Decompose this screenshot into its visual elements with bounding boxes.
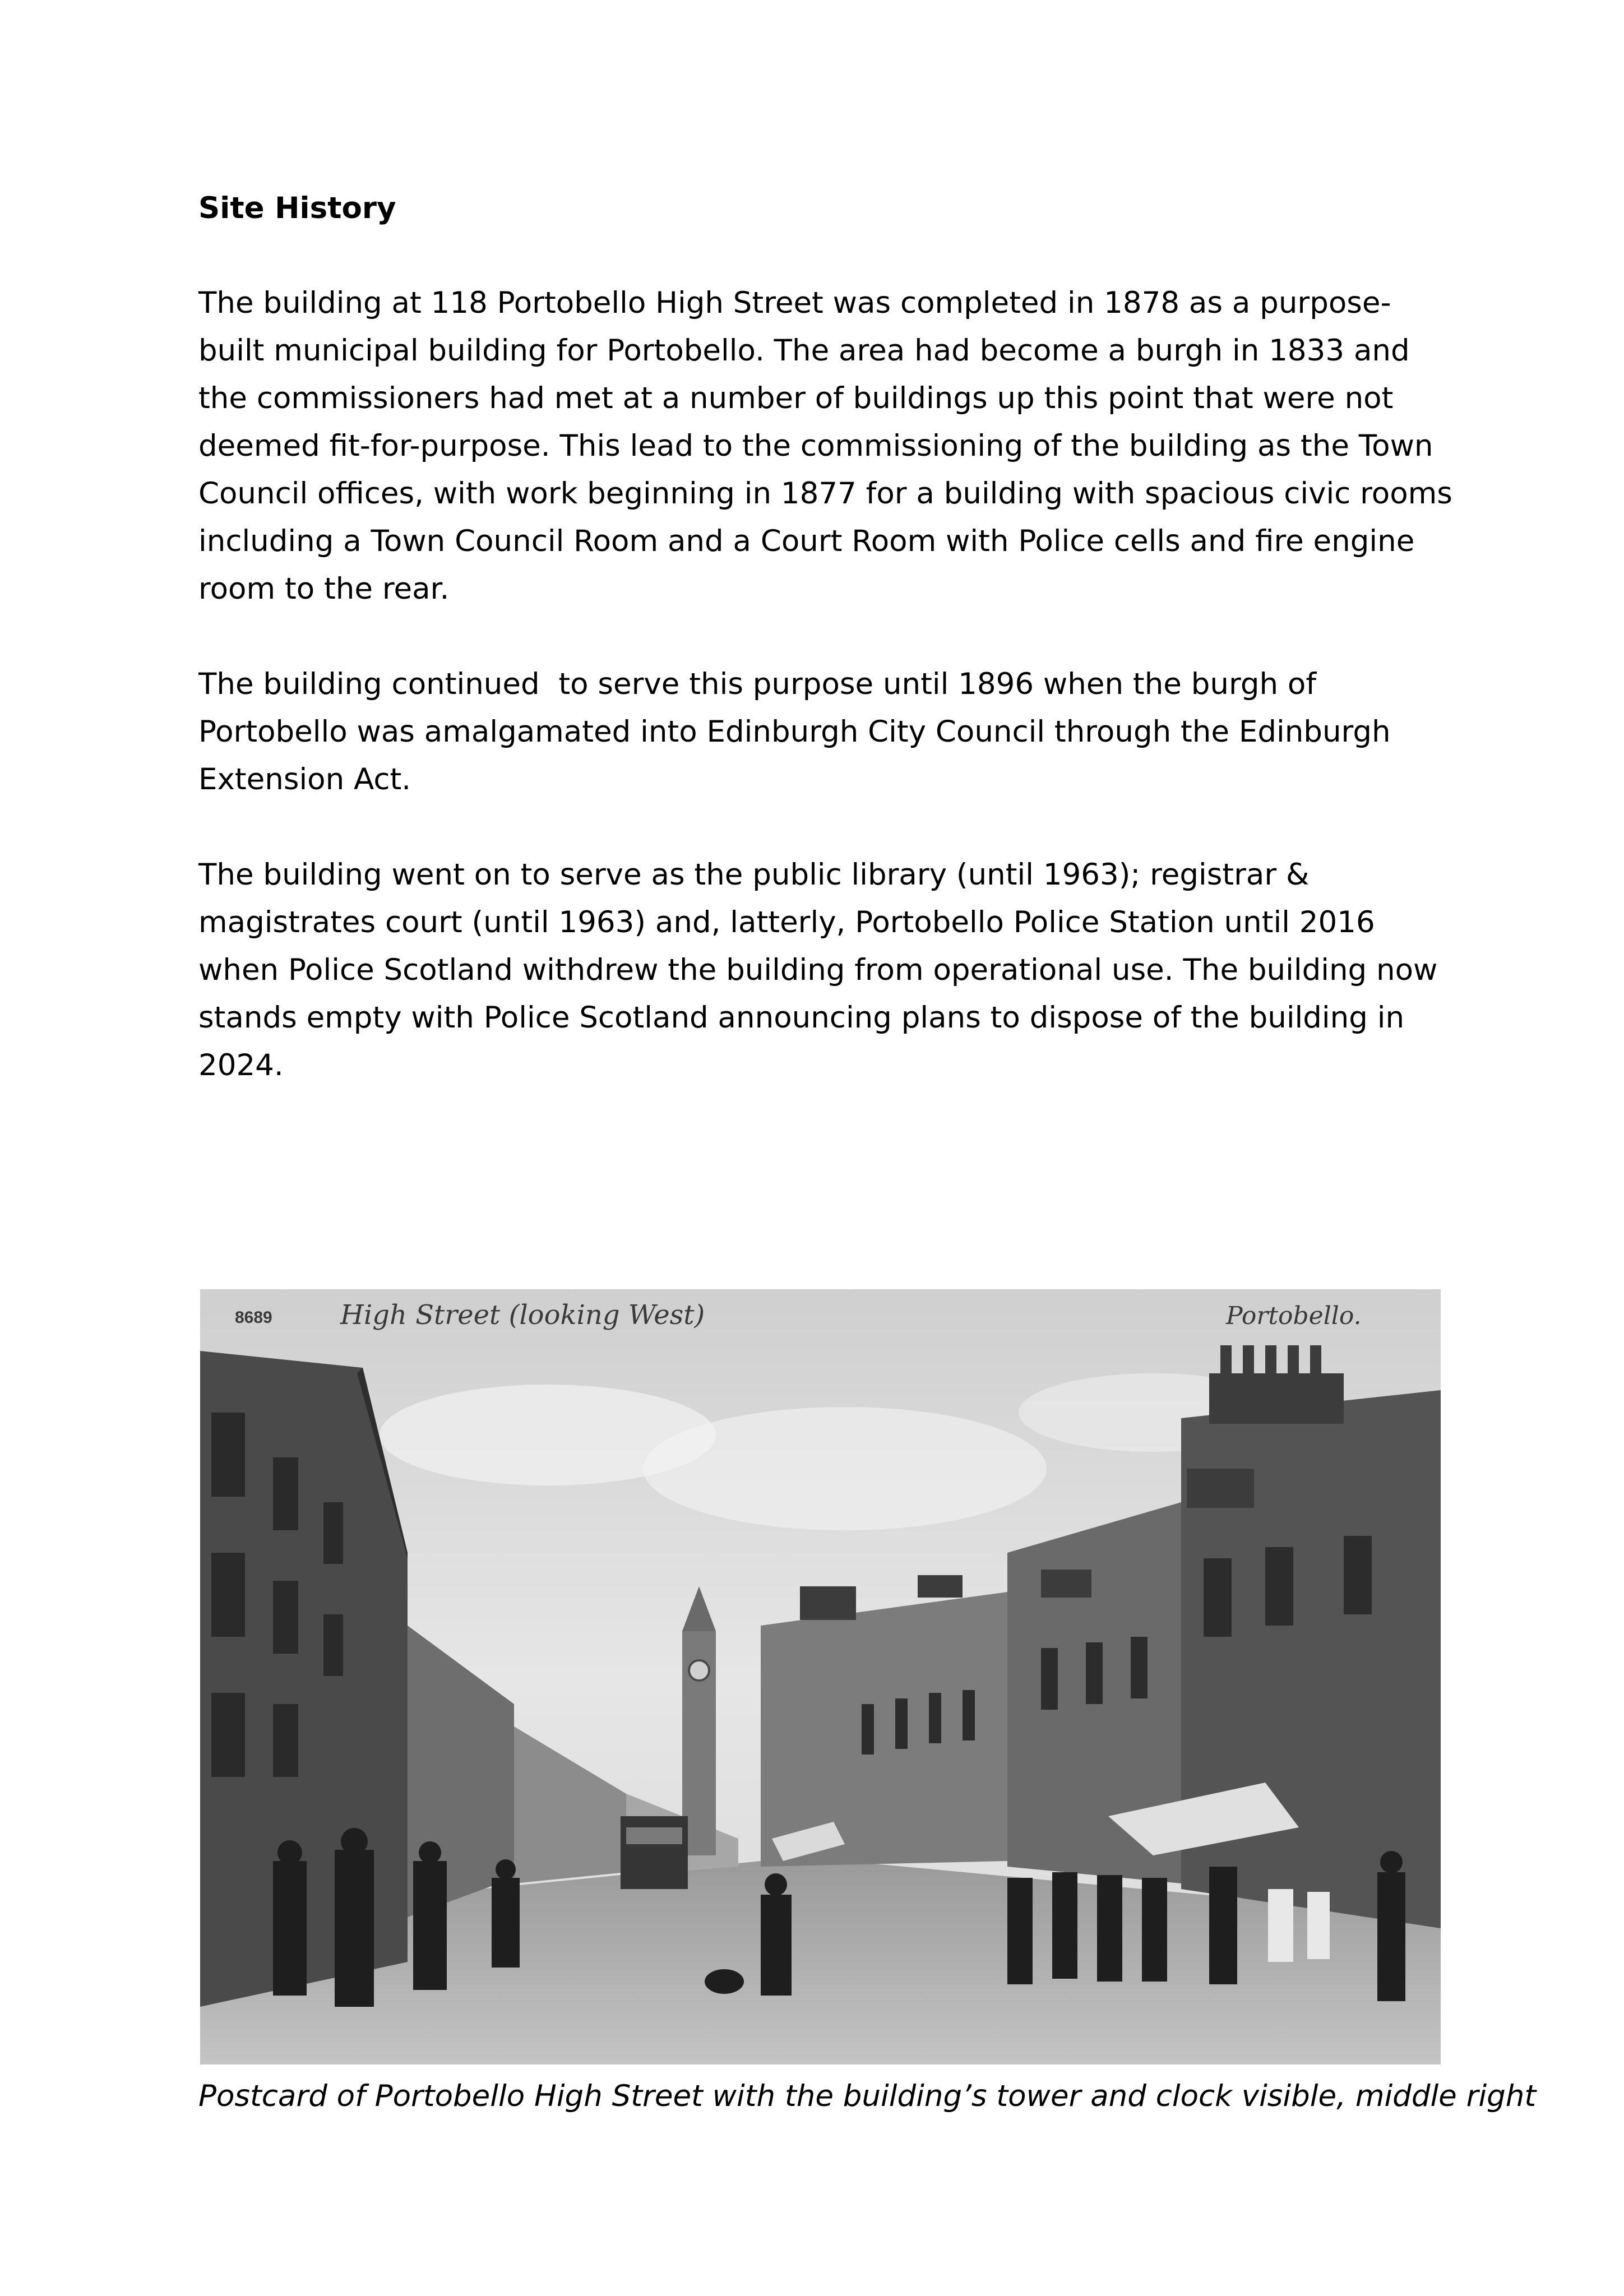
postcard-number: 8689 [235, 1308, 272, 1327]
postcard-photo [200, 1289, 1441, 2064]
postcard-place: Portobello. [1226, 1302, 1362, 1330]
paragraph-1: The building at 118 Portobello High Street was completed in 1878 as a purpose-built municipal building for Portobello. The area had become a burgh in 1833 and the commissioners had met at a number of buildings up this point that were not deemed fit-for-purpose. This lead to the commissioning of the building as the Town Council offices, with work beginning in 1877 for a building with spacious civic rooms including a Town Council Room and a Court Room with Police cells and fire engine room to the rear. [198, 286, 1462, 606]
document-body [198, 185, 1462, 1137]
paragraph-2: The building continued to serve this purpose until 1896 when the burgh of Portobello was amalgamated into Edinburgh City Council through the Edinburgh Extension Act. [198, 667, 1400, 797]
section-heading: Site History [198, 191, 396, 225]
paragraph-3: The building went on to serve as the public library (until 1963); registrar & magistrates court (until 1963) and, latterly, Portobello Police Station until 2016 when Police Scotland withdrew the building from operational use. The building now stands empty with Police Scotland announcing plans to dispose of the building in 2024. [198, 858, 1447, 1082]
figure-caption: Postcard of Portobello High Street with the building’s tower and clock visible, middle right [198, 2079, 1537, 2113]
postcard-title: High Street (looking West) [340, 1299, 705, 1331]
